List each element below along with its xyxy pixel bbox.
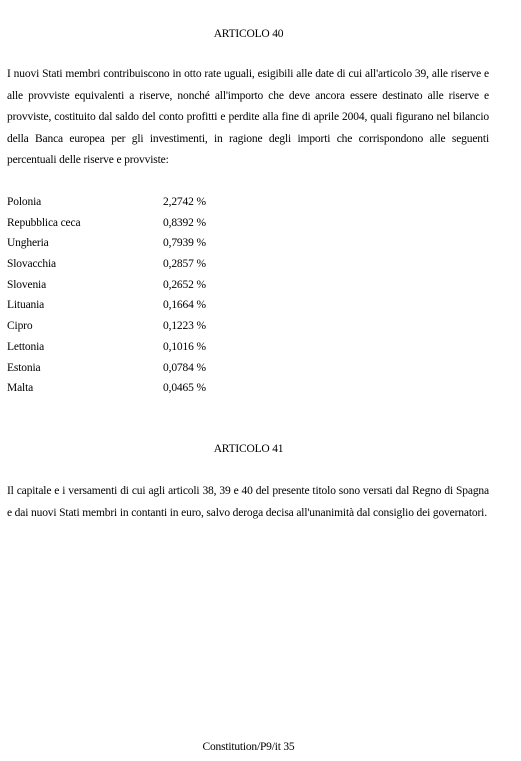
country-name: Ungheria (7, 237, 49, 250)
country-percentage: 0,7939 % (163, 237, 206, 250)
article-40-paragraph: I nuovi Stati membri contribuiscono in otto rate uguali, esigibili alle date di cui all'articolo 39, alle riserve e alle provviste equivalenti a riserve, nonché all'importo che deve ancora essere destinato alle riserve e provviste, costituito dal saldo del conto profitti e perdite alla fine di aprile 2004, quali figurano nel bilancio della Banca europea per gli investimenti, in ragione degli importi che corrispondono alle seguenti percentuali delle riserve e provviste: (7, 68, 489, 166)
table-row (7, 233, 307, 254)
table-row (7, 358, 307, 379)
country-percentage: 0,0784 % (163, 361, 206, 374)
article-40-heading: ARTICOLO 40 (213, 28, 284, 40)
table-row (7, 275, 307, 296)
country-name: Slovenia (7, 278, 47, 291)
country-percentage: 0,2652 % (163, 278, 206, 291)
table-row (7, 192, 307, 213)
country-name: Polonia (7, 196, 42, 208)
country-name: Lituania (7, 299, 45, 312)
country-percentage: 0,1016 % (163, 340, 206, 353)
table-row (7, 378, 307, 399)
country-name: Cipro (7, 320, 33, 333)
table-row (7, 254, 307, 275)
country-percentage: 2,2742 % (163, 196, 206, 208)
article-41-paragraph: Il capitale e i versamenti di cui agli articoli 38, 39 e 40 del presente titolo sono versati dal Regno di Spagna e dai nuovi Stati membri in contanti in euro, salvo deroga decisa all'unanimità dal consiglio dei governatori. (7, 485, 489, 519)
country-percentage: 0,1223 % (163, 320, 206, 333)
page-footer: Constitution/P9/it 35 (202, 741, 295, 753)
country-percentage: 0,0465 % (163, 382, 206, 395)
country-name: Slovacchia (7, 258, 56, 271)
country-percentage: 0,1664 % (163, 299, 206, 312)
table-row (7, 295, 307, 316)
table-row (7, 316, 307, 337)
table-row (7, 337, 307, 358)
country-percentage: 0,2857 % (163, 258, 206, 271)
percentage-table (7, 192, 307, 399)
country-name: Repubblica ceca (7, 216, 81, 229)
country-percentage: 0,8392 % (163, 216, 206, 229)
country-name: Estonia (7, 361, 41, 374)
table-row (7, 213, 307, 234)
country-name: Malta (7, 382, 34, 395)
country-name: Lettonia (7, 340, 45, 353)
article-41-heading: ARTICOLO 41 (213, 443, 284, 455)
